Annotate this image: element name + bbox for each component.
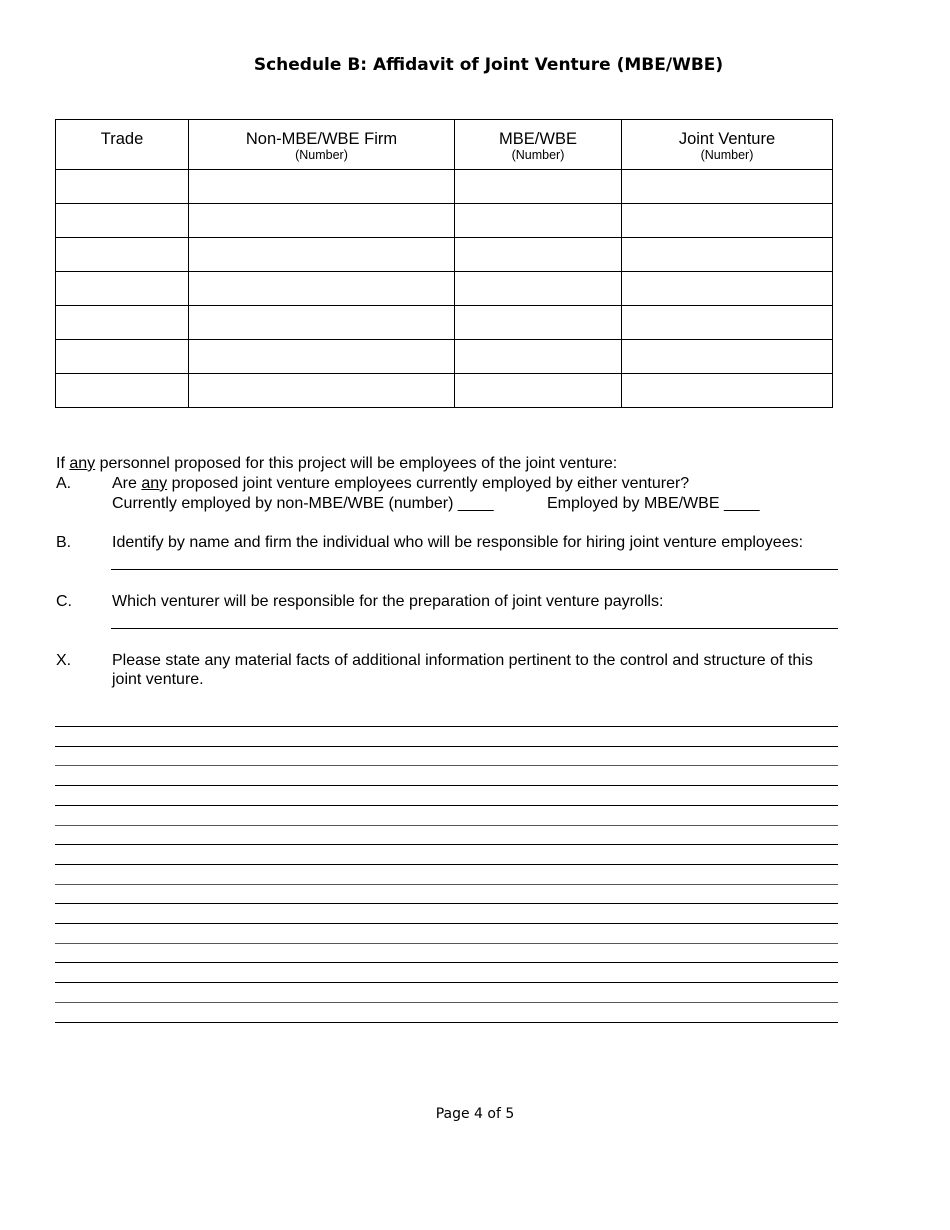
table-row [56, 170, 833, 204]
item-a-non-mbe-count-field[interactable]: Currently employed by non-MBE/WBE (number) ____ [112, 495, 494, 512]
writing-line[interactable] [55, 923, 838, 924]
table-cell[interactable] [189, 204, 455, 238]
table-cell[interactable] [56, 204, 189, 238]
item-c-text: Which venturer will be responsible for the preparation of joint venture payrolls: [112, 593, 664, 610]
table-cell[interactable] [56, 306, 189, 340]
item-a-mbe-count-field[interactable]: Employed by MBE/WBE ____ [547, 495, 760, 512]
writing-line[interactable] [55, 1002, 838, 1003]
writing-line[interactable] [55, 903, 838, 904]
table-header-row [56, 120, 833, 170]
table-cell[interactable] [189, 374, 455, 408]
table-cell[interactable] [622, 272, 833, 306]
table-cell[interactable] [622, 204, 833, 238]
page-title: Schedule B: Affidavit of Joint Venture (MBE/WBE) [253, 55, 724, 75]
page-number: Page 4 of 5 [435, 1106, 515, 1122]
trade-table [55, 119, 833, 408]
table-row [56, 204, 833, 238]
table-row [56, 306, 833, 340]
item-a-question: Are any proposed joint venture employees currently employed by either venturer? [112, 475, 690, 492]
table-cell[interactable] [455, 306, 622, 340]
table-cell[interactable] [56, 272, 189, 306]
column-header-joint-venture: Joint Venture (Number) [622, 120, 833, 170]
writing-line[interactable] [55, 726, 838, 727]
column-header-non-mbe-wbe-firm: Non-MBE/WBE Firm (Number) [189, 120, 455, 170]
table-cell[interactable] [455, 374, 622, 408]
writing-line[interactable] [55, 844, 838, 845]
table-cell[interactable] [189, 170, 455, 204]
writing-line[interactable] [55, 805, 838, 806]
personnel-intro: If any personnel proposed for this project will be employees of the joint venture: [56, 455, 618, 472]
item-x-marker: X. [56, 652, 72, 669]
item-x-text-line-2: joint venture. [112, 671, 204, 688]
table-cell[interactable] [189, 340, 455, 374]
table-cell[interactable] [622, 374, 833, 408]
item-c-answer-line[interactable] [111, 628, 838, 629]
table-row [56, 272, 833, 306]
table-row [56, 340, 833, 374]
table-cell[interactable] [56, 374, 189, 408]
writing-line[interactable] [55, 1022, 838, 1023]
item-x-text-line-1: Please state any material facts of additional information pertinent to the control and structure of this [112, 652, 813, 669]
table-body [56, 170, 833, 408]
item-b-answer-line[interactable] [111, 569, 838, 570]
table-cell[interactable] [56, 340, 189, 374]
table-cell[interactable] [56, 170, 189, 204]
writing-line[interactable] [55, 785, 838, 786]
table-cell[interactable] [189, 238, 455, 272]
table-cell[interactable] [622, 340, 833, 374]
table-cell[interactable] [455, 170, 622, 204]
table-cell[interactable] [622, 306, 833, 340]
table-cell[interactable] [455, 340, 622, 374]
table-cell[interactable] [189, 272, 455, 306]
table-cell[interactable] [455, 272, 622, 306]
item-c-marker: C. [56, 593, 72, 610]
table-cell[interactable] [455, 204, 622, 238]
column-header-trade: Trade [56, 120, 189, 170]
column-header-mbe-wbe: MBE/WBE (Number) [455, 120, 622, 170]
writing-line[interactable] [55, 746, 838, 747]
table-row [56, 238, 833, 272]
table-cell[interactable] [455, 238, 622, 272]
table-cell[interactable] [622, 170, 833, 204]
table-cell[interactable] [56, 238, 189, 272]
writing-line[interactable] [55, 884, 838, 885]
item-a-marker: A. [56, 475, 72, 492]
writing-line[interactable] [55, 825, 838, 826]
writing-line[interactable] [55, 962, 838, 963]
table-cell[interactable] [622, 238, 833, 272]
item-b-marker: B. [56, 534, 72, 551]
writing-line[interactable] [55, 765, 838, 766]
table-row [56, 374, 833, 408]
writing-line[interactable] [55, 864, 838, 865]
writing-line[interactable] [55, 982, 838, 983]
writing-line[interactable] [55, 943, 838, 944]
item-b-text: Identify by name and firm the individual who will be responsible for hiring joint venture employees: [112, 534, 804, 551]
table-cell[interactable] [189, 306, 455, 340]
